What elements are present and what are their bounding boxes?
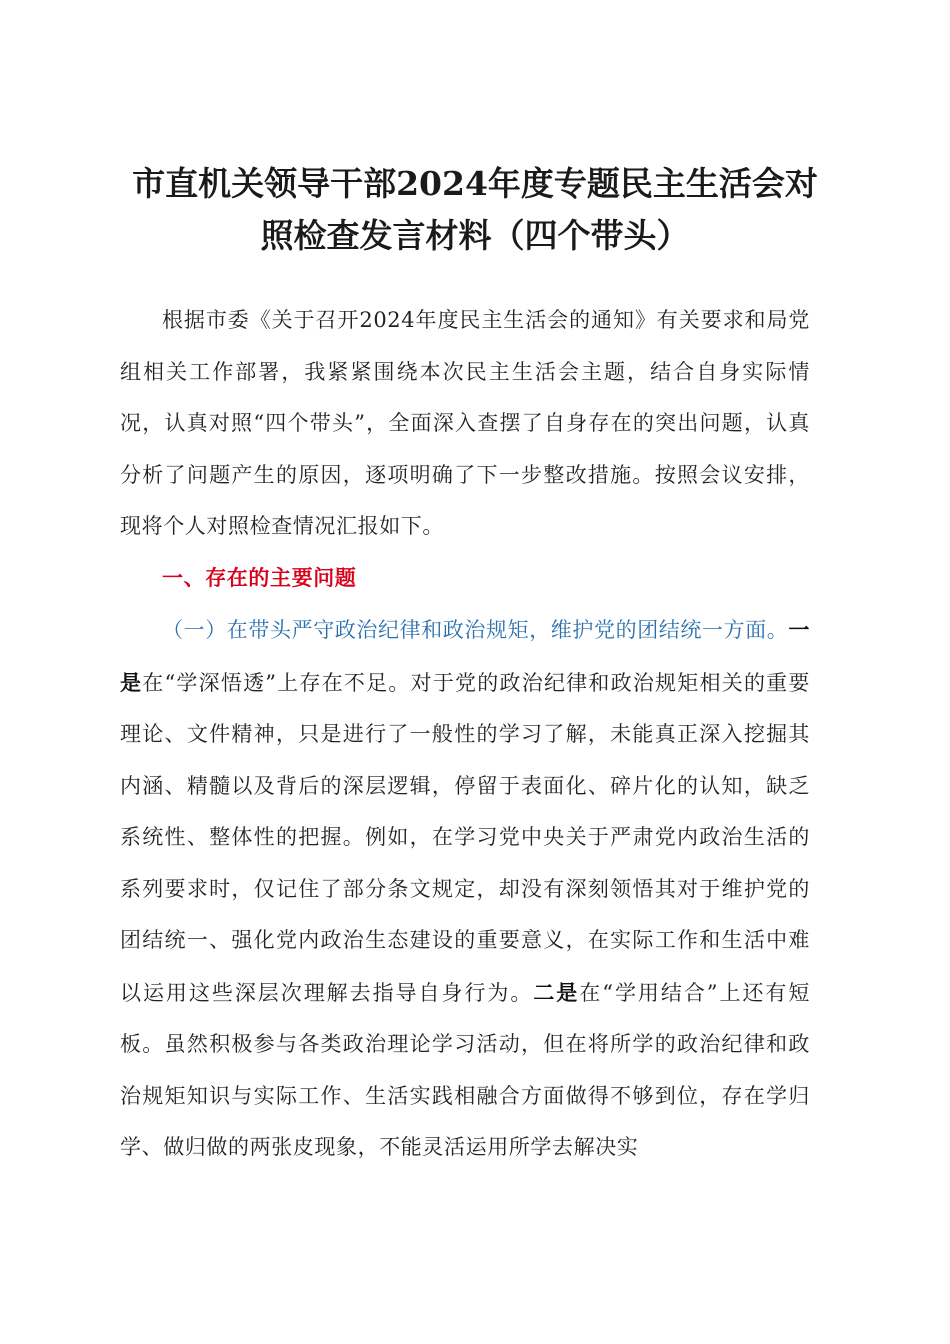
point-1-text: 在“学深悟透”上存在不足。对于党的政治纪律和政治规矩相关的重要理论、文件精神，只是进行了一般性的学习了解，未能真正深入挖掘其内涵、精髓以及背后的深层逻辑，停留于表面化、碎片化的认知，缺乏系统性、整体性的把握。例如，在学习党中央关于严肃党内政治生活的系列要求时，仅记住了部分条文规定，却没有深刻领悟其对于维护党的团结统一、强化党内政治生态建设的重要意义，在实际工作和生活中难以运用这些深层次理解去指导自身行为。: [120, 670, 810, 1005]
point-2-label: 二是: [533, 979, 580, 1005]
title-line-2: 照检查发言材料（四个带头）: [260, 216, 690, 255]
sub-section-paragraph: [120, 604, 810, 1174]
sub-section-heading: （一）在带头严守政治纪律和政治规矩，维护党的团结统一方面。: [162, 618, 789, 642]
document-body: [120, 295, 810, 1174]
intro-paragraph: 根据市委《关于召开2024年度民主生活会的通知》有关要求和局党组相关工作部署，我紧紧围绕本次民主生活会主题，结合自身实际情况，认真对照“四个带头”，全面深入查摆了自身存在的突出问题，认真分析了问题产生的原因，逐项明确了下一步整改措施。按照会议安排，现将个人对照检查情况汇报如下。: [120, 308, 810, 538]
point-2-text: 在“学用结合”上还有短板。虽然积极参与各类政治理论学习活动，但在将所学的政治纪律和政治规矩知识与实际工作、生活实践相融合方面做得不够到位，存在学归学、做归做的两张皮现象，不能灵活运用所学去解决实: [120, 980, 810, 1159]
section-heading-problems: 一、存在的主要问题: [162, 565, 357, 590]
point-1-label: 一是: [120, 617, 811, 695]
document-title: [100, 158, 850, 262]
title-line-1: 市直机关领导干部2024年度专题民主生活会对: [132, 164, 818, 203]
